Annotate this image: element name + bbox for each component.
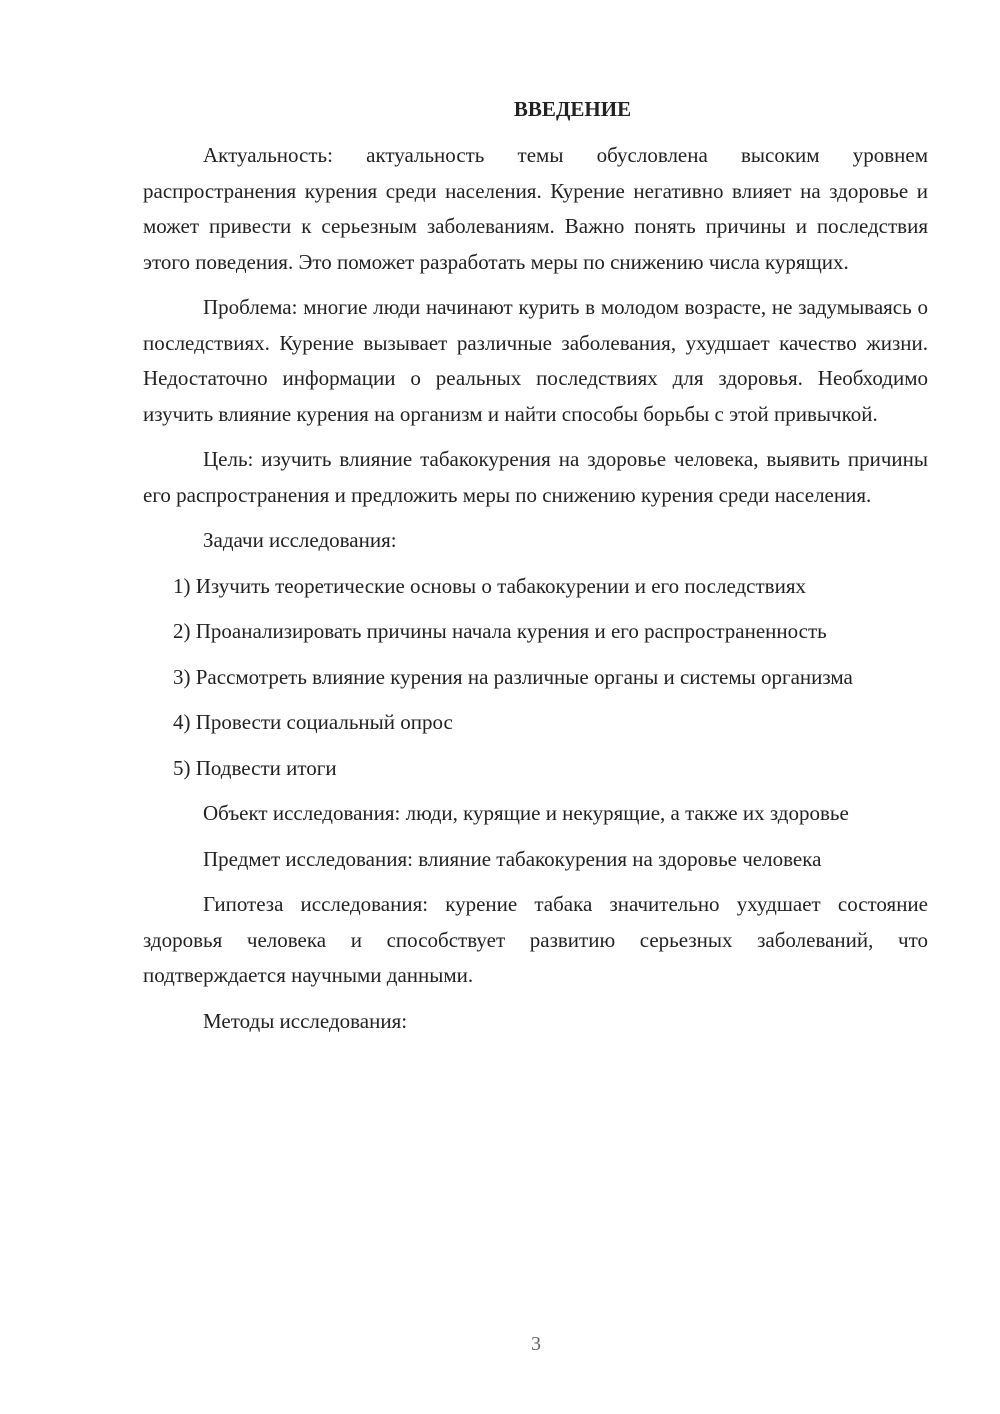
- task-item-5: 5) Подвести итоги: [173, 755, 337, 780]
- page-number: 3: [531, 1333, 541, 1355]
- paragraph-methods: Методы исследования:: [203, 1008, 408, 1033]
- task-item-1: 1) Изучить теоретические основы о табакокурении и его последствиях: [173, 573, 806, 598]
- document-body: [143, 94, 928, 1049]
- task-item-4: 4) Провести социальный опрос: [173, 710, 453, 734]
- paragraph-tasks-heading: Задачи исследования:: [203, 528, 397, 552]
- paragraph-object: Объект исследования: люди, курящие и некурящие, а также их здоровье: [203, 801, 849, 825]
- section-title: ВВЕДЕНИЕ: [513, 97, 632, 121]
- task-item-2: 2) Проанализировать причины начала курения и его распространенность: [173, 619, 827, 643]
- paragraph-hypothesis: Гипотеза исследования: курение табака значительно ухудшает состояние здоровья человека и способствует развитию серьезных заболеваний, что подтверждается научными данными.: [143, 892, 928, 987]
- paragraph-problem: Проблема: многие люди начинают курить в молодом возрасте, не задумываясь о последствиях. Курение вызывает различные заболевания, ухудшает качество жизни. Недостаточно информации о реальных последствиях для здоровья. Необходимо изучить влияние курения на организм и найти способы борьбы с этой привычкой.: [143, 295, 928, 426]
- paragraph-subject: Предмет исследования: влияние табакокурения на здоровье человека: [203, 846, 822, 871]
- paragraph-relevance: Актуальность: актуальность темы обусловлена высоким уровнем распространения курения среди населения. Курение негативно влияет на здоровье и может привести к серьезным заболеваниям. Важно понять причины и последствия этого поведения. Это поможет разработать меры по снижению числа курящих.: [143, 143, 928, 274]
- paragraph-goal: Цель: изучить влияние табакокурения на здоровье человека, выявить причины его распространения и предложить меры по снижению курения среди населения.: [143, 447, 928, 507]
- task-item-3: 3) Рассмотреть влияние курения на различные органы и системы организма: [173, 664, 853, 689]
